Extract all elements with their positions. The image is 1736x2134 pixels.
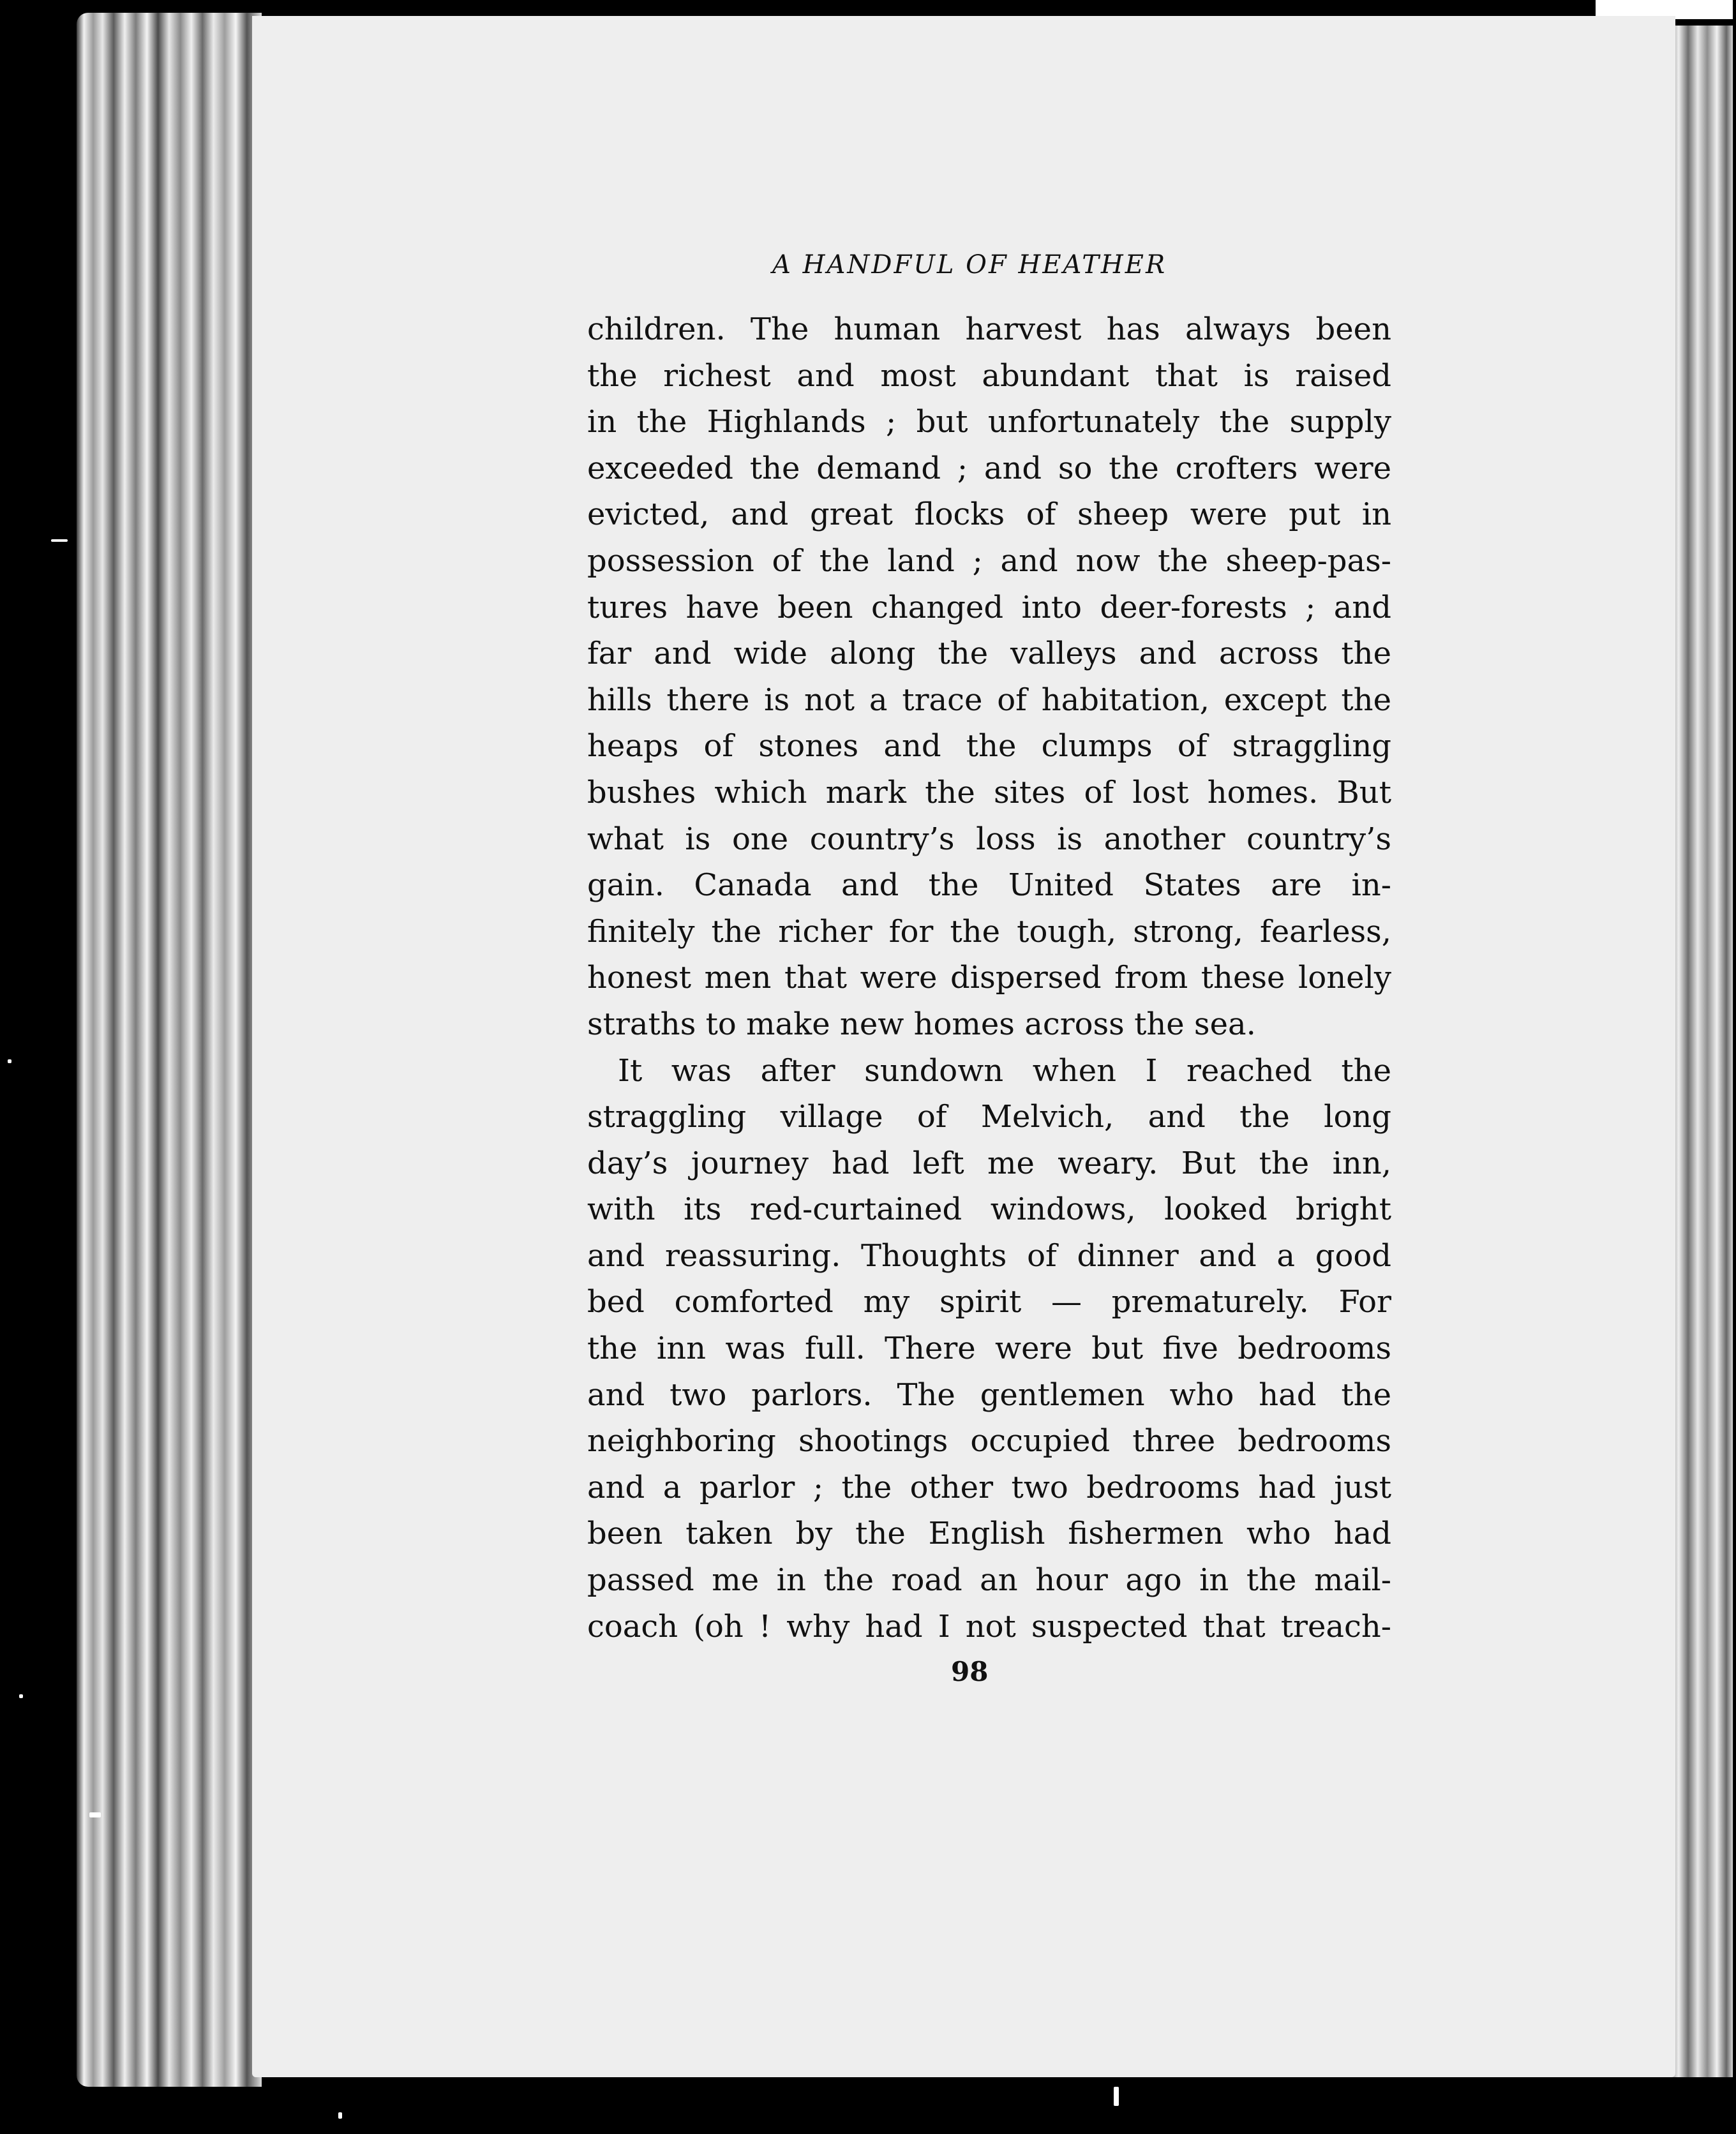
text-line: the richest and most abundant that is raised <box>587 357 1391 394</box>
text-line: finitely the richer for the tough, strong, fearless, <box>587 913 1391 950</box>
text-line: bushes which mark the sites of lost homes. But <box>587 774 1391 810</box>
text-line: with its red-curtained windows, looked bright <box>587 1191 1391 1228</box>
body-text <box>587 306 1391 1650</box>
text-line: straths to make new homes across the sea. <box>587 1006 1256 1042</box>
running-head: A HANDFUL OF HEATHER <box>772 250 1167 280</box>
text-line: the inn was full. There were but five bedrooms <box>587 1331 1391 1367</box>
text-line: gain. Canada and the United States are in- <box>587 867 1391 904</box>
scan-speck <box>338 2112 342 2119</box>
text-line: honest men that were dispersed from these lonely <box>587 960 1391 996</box>
text-line: bed comforted my spirit — prematurely. For <box>587 1284 1391 1320</box>
text-line: evicted, and great flocks of sheep were put in <box>587 496 1391 533</box>
text-line: and a parlor ; the other two bedrooms had just <box>587 1469 1391 1505</box>
text-line: It was after sundown when I reached the <box>618 1052 1391 1089</box>
scan-speck <box>89 1812 101 1817</box>
text-line: and two parlors. The gentlemen who had the <box>587 1377 1391 1413</box>
text-line: coach (oh ! why had I not suspected that treach- <box>587 1608 1391 1645</box>
text-line: day’s journey had left me weary. But the inn, <box>587 1145 1391 1181</box>
text-line: what is one country’s loss is another country’s <box>587 821 1391 857</box>
text-line: exceeded the demand ; and so the crofters were <box>587 450 1391 486</box>
text-line: neighboring shootings occupied three bedrooms <box>587 1423 1391 1459</box>
scan-speck <box>19 1694 23 1698</box>
text-line: heaps of stones and the clumps of straggling <box>587 728 1391 765</box>
page-number: 98 <box>951 1656 989 1687</box>
text-line: possession of the land ; and now the sheep-pas- <box>587 542 1391 579</box>
scan-speck <box>8 1059 11 1063</box>
text-line: children. The human harvest has always been <box>587 311 1391 347</box>
scan-speck <box>1114 2087 1119 2106</box>
text-line: in the Highlands ; but unfortunately the supply <box>587 404 1391 440</box>
text-line: been taken by the English fishermen who had <box>587 1516 1391 1552</box>
page-edges <box>77 13 262 2087</box>
scan-speck <box>51 539 68 542</box>
text-line: far and wide along the valleys and across the <box>587 636 1391 672</box>
text-line: hills there is not a trace of habitation, except the <box>587 682 1391 718</box>
right-page-edges <box>1669 26 1733 2077</box>
text-line: passed me in the road an hour ago in the mail- <box>587 1562 1391 1599</box>
text-line: straggling village of Melvich, and the long <box>587 1099 1391 1135</box>
text-line: and reassuring. Thoughts of dinner and a good <box>587 1237 1391 1274</box>
text-line: tures have been changed into deer-forests ; and <box>587 589 1391 625</box>
